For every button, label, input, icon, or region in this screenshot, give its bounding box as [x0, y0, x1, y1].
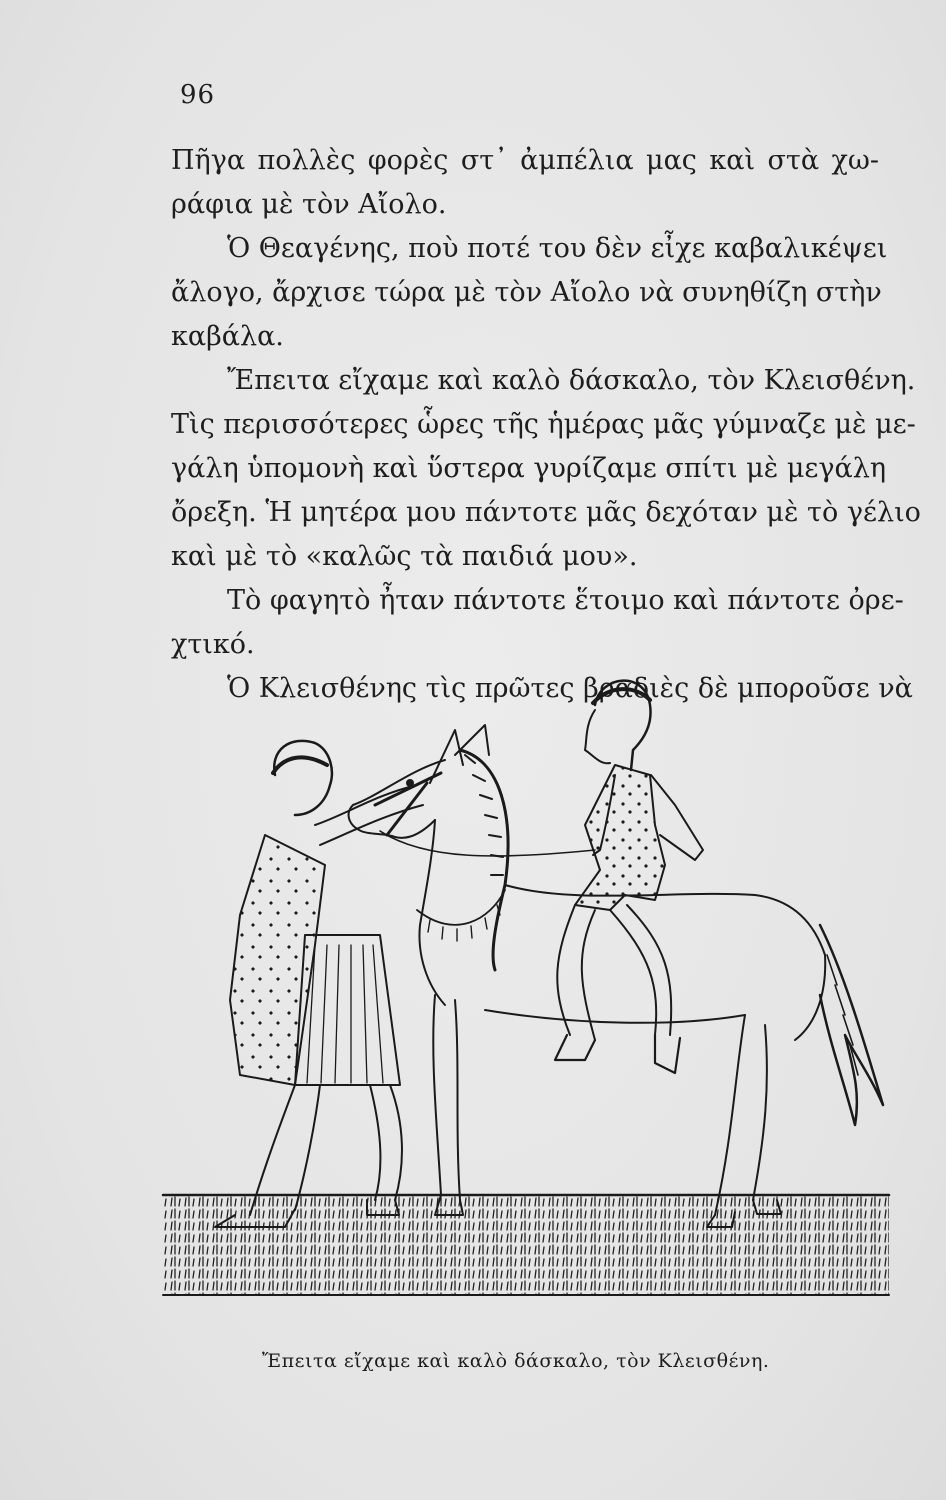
text-line: χτικό.: [171, 629, 255, 660]
text-line: Τὸ φαγητὸ ἦταν πάντοτε ἕτοιμο καὶ πάντοτε ὀρε-: [227, 585, 904, 616]
standing-man-figure: [215, 741, 423, 1227]
text-line: ἄλογο, ἄρχισε τώρα μὲ τὸν Αἴολο νὰ συνηθίζη στὴν: [171, 277, 882, 308]
text-line: ὄρεξη. Ἡ μητέρα μου πάντοτε μᾶς δεχόταν μὲ τὸ γέλιο: [171, 497, 921, 528]
text-line: Πῆγα πολλὲς φορὲς στ᾽ ἀμπέλια μας καὶ στὰ χω-: [171, 145, 879, 176]
horse-and-riders-illustration: [155, 655, 913, 1355]
rider-figure: [555, 681, 703, 1073]
text-line: καβάλα.: [171, 321, 284, 352]
illustration-caption: Ἔπειτα εἴχαμε καὶ καλὸ δάσκαλο, τὸν Κλεισθένη.: [262, 1350, 770, 1372]
text-line: γάλη ὑπομονὴ καὶ ὕστερα γυρίζαμε σπίτι μὲ μεγάλη: [171, 453, 887, 484]
text-line: Ὁ Θεαγένης, ποὺ ποτέ του δὲν εἶχε καβαλικέψει: [227, 233, 888, 264]
text-line: Τὶς περισσότερες ὧρες τῆς ἡμέρας μᾶς γύμναζε μὲ με-: [171, 409, 916, 440]
page-number: 96: [180, 80, 216, 110]
text-line: καὶ μὲ τὸ «καλῶς τὰ παιδιά μου».: [171, 541, 638, 572]
text-line: Ἔπειτα εἴχαμε καὶ καλὸ δάσκαλο, τὸν Κλεισθένη.: [227, 365, 916, 396]
text-line: ράφια μὲ τὸν Αἴολο.: [171, 189, 447, 220]
text-line: Ὁ Κλεισθένης τὶς πρῶτες βραδιὲς δὲ μποροῦσε νὰ: [227, 673, 913, 704]
